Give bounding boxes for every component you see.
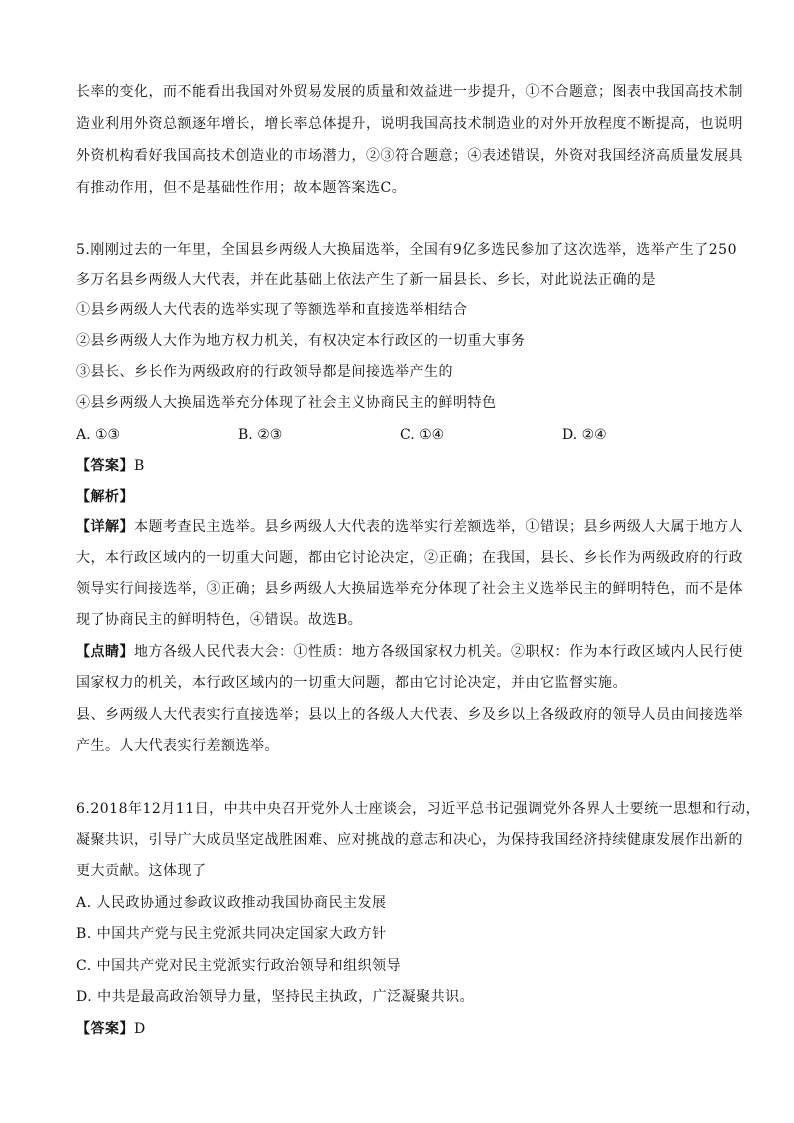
q6-option-c: C. 中国共产党对民主党派实行政治领导和组织领导 <box>76 958 402 974</box>
answer-value: B <box>134 458 145 474</box>
point-text: 地方各级人民代表大会：①性质：地方各级国家权力机关。②职权：作为本行政区域内人民行使 <box>134 644 743 660</box>
q5-stem-line-2: 多万名县乡两级人大代表，并在此基础上依法产生了新一届县长、乡长，对此说法正确的是 <box>76 272 656 288</box>
q5-point-line-1 <box>76 642 743 662</box>
q5-option-d: D. ②④ <box>562 427 607 443</box>
q4-analysis-line-4: 有推动作用，但不是基础性作用；故本题答案选C。 <box>76 180 407 196</box>
q5-detail-line-1 <box>76 517 743 537</box>
q5-item-3: ③县长、乡长作为两级政府的行政领导都是间接选举产生的 <box>76 364 453 380</box>
q5-analysis-tag: 【解析】 <box>76 489 134 505</box>
q5-detail-line-3: 领导实行间接选举，③正确；县乡两级人大换届选举充分体现了社会主义选举民主的鲜明特色，而不是体 <box>76 581 743 597</box>
q5-item-4: ④县乡两级人大换届选举充分体现了社会主义协商民主的鲜明特色 <box>76 395 497 411</box>
q5-option-c: C. ①④ <box>400 427 445 443</box>
answer-tag: 【答案】 <box>76 458 134 474</box>
q5-detail-line-4: 现了协商民主的鲜明特色，④错误。故选B。 <box>76 612 363 628</box>
q5-option-a: A. ①③ <box>76 427 121 443</box>
q5-detail-line-2: 大，本行政区域内的一切重大问题，都由它讨论决定，②正确；在我国，县长、乡长作为两级政府的行政 <box>76 550 743 566</box>
q6-stem-line-3: 更大贡献。这体现了 <box>76 863 207 879</box>
q5-stem-line-1: 5.刚刚过去的一年里，全国县乡两级人大换届选举，全国有9亿多选民参加了这次选举，选举产生了250 <box>76 242 737 258</box>
q5-answer <box>76 456 145 476</box>
q6-option-b: B. 中国共产党与民主党派共同决定国家大政方针 <box>76 926 387 942</box>
q4-analysis-line-2: 造业利用外资总额逐年增长，增长率总体提升，说明我国高技术制造业的对外开放程度不断提高，也说明 <box>76 116 743 132</box>
q6-stem-line-1: 6.2018年12月11日，中共中央召开党外人士座谈会，习近平总书记强调党外各界人士要统一思想和行动， <box>76 801 761 817</box>
point-tag: 【点睛】 <box>76 644 134 660</box>
q5-item-1: ①县乡两级人大代表的选举实现了等额选举和直接选举相结合 <box>76 302 468 318</box>
detail-tag: 【详解】 <box>76 519 134 535</box>
q5-point-line-3: 县、乡两级人大代表实行直接选举；县以上的各级人大代表、乡及乡以上各级政府的领导人员由间接选举 <box>76 707 743 723</box>
detail-text: 本题考查民主选举。县乡两级人大代表的选举实行差额选举，①错误；县乡两级人大属于地方人 <box>134 519 743 535</box>
answer-tag: 【答案】 <box>76 1021 134 1037</box>
q5-point-line-2: 国家权力的机关，本行政区域内的一切重大问题，都由它讨论决定，并由它监督实施。 <box>76 675 627 691</box>
answer-value: D <box>134 1021 146 1037</box>
q5-item-2: ②县乡两级人大作为地方权力机关，有权决定本行政区的一切重大事务 <box>76 333 526 349</box>
q6-option-a: A. 人民政协通过参政议政推动我国协商民主发展 <box>76 895 387 911</box>
q6-option-d: D. 中共是最高政治领导力量，坚持民主执政，广泛凝聚共识。 <box>76 989 475 1005</box>
q5-point-line-4: 产生。人大代表实行差额选举。 <box>76 738 279 754</box>
q4-analysis-line-3: 外资机构看好我国高技术创造业的市场潜力，②③符合题意；④表述错误，外资对我国经济高质量发展具 <box>76 148 743 164</box>
q6-answer <box>76 1019 146 1039</box>
q5-option-b: B. ②③ <box>238 427 283 443</box>
q4-analysis-line-1: 长率的变化，而不能看出我国对外贸易发展的质量和效益进一步提升，①不合题意；图表中我国高技术制 <box>76 84 743 100</box>
q6-stem-line-2: 凝聚共识，引导广大成员坚定战胜困难、应对挑战的意志和决心，为保持我国经济持续健康发展作出新的 <box>76 832 743 848</box>
